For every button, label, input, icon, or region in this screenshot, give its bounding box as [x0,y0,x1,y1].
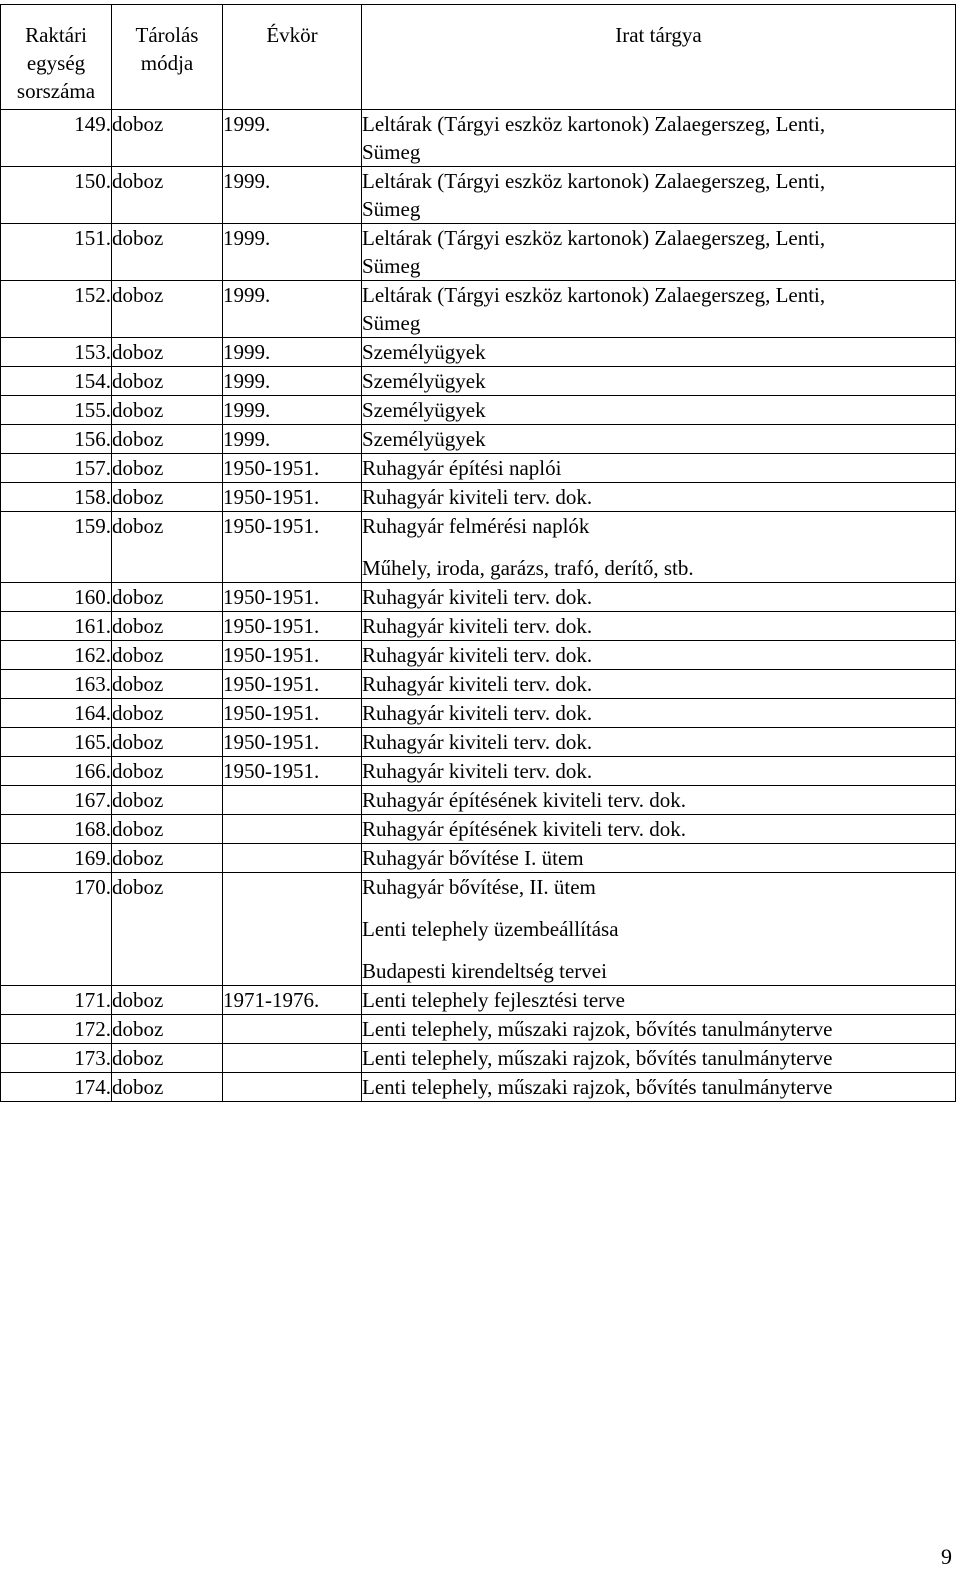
table-row [1,338,956,367]
year-range-cell: 1950-1951. [223,699,362,728]
unit-number-cell: 164. [1,699,112,728]
subject-cell [362,986,956,1015]
unit-number-cell: 157. [1,454,112,483]
storage-mode-cell: doboz [112,425,223,454]
table-row [1,815,956,844]
year-range-cell: 1950-1951. [223,728,362,757]
storage-mode-cell: doboz [112,281,223,338]
subject-cell [362,612,956,641]
subject-line: Lenti telephely üzembeállítása [362,917,619,941]
unit-number-cell: 150. [1,167,112,224]
unit-number-cell: 149. [1,110,112,167]
year-range-cell: 1950-1951. [223,670,362,699]
subject-line: Ruhagyár bővítése I. ütem [362,846,584,870]
year-range-cell: 1971-1976. [223,986,362,1015]
year-range-cell: 1999. [223,367,362,396]
table-row [1,757,956,786]
subject-cell [362,224,956,281]
subject-cell [362,641,956,670]
table-row [1,483,956,512]
subject-line: Ruhagyár kiviteli terv. dok. [362,614,593,638]
storage-mode-cell: doboz [112,1015,223,1044]
table-row [1,224,956,281]
subject-line: Lenti telephely, műszaki rajzok, bővítés tanulmányterve [362,1046,833,1070]
unit-number-cell: 159. [1,512,112,583]
table-row [1,110,956,167]
header-subject: Irat tárgya [362,5,956,110]
table-body [1,110,956,1102]
header-unit-number-line: Raktári [25,23,87,47]
year-range-cell [223,1073,362,1102]
header-storage-mode-line: módja [140,51,194,75]
table-row [1,873,956,986]
unit-number-cell: 170. [1,873,112,986]
subject-line: Ruhagyár kiviteli terv. dok. [362,701,593,725]
unit-number-cell: 162. [1,641,112,670]
subject-line: Sümeg [362,140,421,164]
year-range-cell: 1999. [223,338,362,367]
unit-number-cell: 161. [1,612,112,641]
unit-number-cell: 168. [1,815,112,844]
year-range-cell: 1999. [223,167,362,224]
table-row [1,1073,956,1102]
header-unit-number-line: egység [26,51,86,75]
table-row [1,583,956,612]
table-row [1,396,956,425]
subject-cell [362,699,956,728]
storage-mode-cell: doboz [112,728,223,757]
subject-line: Sümeg [362,254,421,278]
year-range-cell: 1950-1951. [223,512,362,583]
subject-line: Személyügyek [362,398,486,422]
storage-mode-cell: doboz [112,338,223,367]
storage-mode-cell: doboz [112,757,223,786]
storage-mode-cell: doboz [112,454,223,483]
subject-line: Leltárak (Tárgyi eszköz kartonok) Zalaegerszeg, Lenti, [362,169,826,193]
unit-number-cell: 153. [1,338,112,367]
table-row [1,699,956,728]
unit-number-cell: 171. [1,986,112,1015]
subject-line: Ruhagyár kiviteli terv. dok. [362,759,593,783]
subject-line: Személyügyek [362,369,486,393]
table-row [1,670,956,699]
unit-number-cell: 166. [1,757,112,786]
inventory-table [0,4,956,1102]
header-row [1,5,956,110]
subject-cell [362,815,956,844]
year-range-cell [223,844,362,873]
unit-number-cell: 160. [1,583,112,612]
subject-cell [362,483,956,512]
header-storage-mode [112,5,223,110]
year-range-cell [223,815,362,844]
subject-line: Budapesti kirendeltség tervei [362,959,607,983]
storage-mode-cell: doboz [112,483,223,512]
subject-line: Leltárak (Tárgyi eszköz kartonok) Zalaegerszeg, Lenti, [362,226,826,250]
subject-cell [362,1015,956,1044]
header-unit-number [1,5,112,110]
subject-line: Leltárak (Tárgyi eszköz kartonok) Zalaegerszeg, Lenti, [362,112,826,136]
storage-mode-cell: doboz [112,670,223,699]
year-range-cell: 1950-1951. [223,757,362,786]
year-range-cell: 1999. [223,396,362,425]
storage-mode-cell: doboz [112,1044,223,1073]
subject-cell [362,728,956,757]
unit-number-cell: 155. [1,396,112,425]
subject-line: Sümeg [362,311,421,335]
subject-line: Ruhagyár építésének kiviteli terv. dok. [362,788,687,812]
unit-number-cell: 151. [1,224,112,281]
subject-line: Személyügyek [362,427,486,451]
subject-cell [362,110,956,167]
subject-line: Ruhagyár építési naplói [362,456,562,480]
year-range-cell: 1950-1951. [223,612,362,641]
storage-mode-cell: doboz [112,1073,223,1102]
storage-mode-cell: doboz [112,873,223,986]
subject-cell [362,1044,956,1073]
subject-cell [362,757,956,786]
storage-mode-cell: doboz [112,110,223,167]
subject-cell [362,338,956,367]
table-row [1,612,956,641]
subject-line: Ruhagyár kiviteli terv. dok. [362,672,593,696]
subject-line: Ruhagyár építésének kiviteli terv. dok. [362,817,687,841]
table-row [1,425,956,454]
subject-cell [362,1073,956,1102]
storage-mode-cell: doboz [112,224,223,281]
table-row [1,1044,956,1073]
subject-cell [362,873,956,986]
unit-number-cell: 174. [1,1073,112,1102]
storage-mode-cell: doboz [112,699,223,728]
subject-line: Lenti telephely, műszaki rajzok, bővítés tanulmányterve [362,1017,833,1041]
table-header [1,5,956,110]
storage-mode-cell: doboz [112,641,223,670]
header-unit-number-line: sorszáma [16,79,96,103]
subject-cell [362,670,956,699]
unit-number-cell: 165. [1,728,112,757]
year-range-cell: 1950-1951. [223,641,362,670]
table-row [1,367,956,396]
subject-cell [362,786,956,815]
subject-line: Személyügyek [362,340,486,364]
table-row [1,167,956,224]
table-row [1,454,956,483]
storage-mode-cell: doboz [112,512,223,583]
subject-cell [362,425,956,454]
subject-cell [362,583,956,612]
subject-line: Műhely, iroda, garázs, trafó, derítő, stb. [362,556,694,580]
subject-line: Ruhagyár bővítése, II. ütem [362,875,596,899]
year-range-cell [223,786,362,815]
year-range-cell: 1999. [223,224,362,281]
unit-number-cell: 169. [1,844,112,873]
unit-number-cell: 172. [1,1015,112,1044]
table-row [1,641,956,670]
subject-line: Ruhagyár kiviteli terv. dok. [362,585,593,609]
subject-line: Ruhagyár kiviteli terv. dok. [362,643,593,667]
header-storage-mode-line: Tárolás [135,23,199,47]
header-year-range: Évkör [223,5,362,110]
subject-cell [362,367,956,396]
subject-cell [362,167,956,224]
unit-number-cell: 163. [1,670,112,699]
table-row [1,986,956,1015]
subject-line: Ruhagyár kiviteli terv. dok. [362,730,593,754]
year-range-cell: 1999. [223,110,362,167]
year-range-cell [223,1044,362,1073]
table-row [1,728,956,757]
storage-mode-cell: doboz [112,612,223,641]
table-row [1,512,956,583]
subject-line: Lenti telephely, műszaki rajzok, bővítés tanulmányterve [362,1075,833,1099]
year-range-cell: 1950-1951. [223,583,362,612]
subject-line: Ruhagyár felmérési naplók [362,514,590,538]
subject-line: Leltárak (Tárgyi eszköz kartonok) Zalaegerszeg, Lenti, [362,283,826,307]
unit-number-cell: 158. [1,483,112,512]
year-range-cell [223,1015,362,1044]
subject-cell [362,512,956,583]
unit-number-cell: 154. [1,367,112,396]
subject-cell [362,844,956,873]
subject-line: Ruhagyár kiviteli terv. dok. [362,485,593,509]
unit-number-cell: 173. [1,1044,112,1073]
year-range-cell [223,873,362,986]
storage-mode-cell: doboz [112,986,223,1015]
subject-line: Lenti telephely fejlesztési terve [362,988,625,1012]
table-row [1,844,956,873]
year-range-cell: 1999. [223,281,362,338]
unit-number-cell: 152. [1,281,112,338]
year-range-cell: 1950-1951. [223,454,362,483]
subject-cell [362,281,956,338]
storage-mode-cell: doboz [112,396,223,425]
storage-mode-cell: doboz [112,367,223,396]
subject-cell [362,396,956,425]
storage-mode-cell: doboz [112,167,223,224]
page-number: 9 [941,1544,952,1569]
unit-number-cell: 167. [1,786,112,815]
table-row [1,786,956,815]
storage-mode-cell: doboz [112,786,223,815]
subject-line: Sümeg [362,197,421,221]
storage-mode-cell: doboz [112,583,223,612]
year-range-cell: 1999. [223,425,362,454]
year-range-cell: 1950-1951. [223,483,362,512]
storage-mode-cell: doboz [112,815,223,844]
unit-number-cell: 156. [1,425,112,454]
storage-mode-cell: doboz [112,844,223,873]
table-row [1,1015,956,1044]
subject-cell [362,454,956,483]
table-row [1,281,956,338]
